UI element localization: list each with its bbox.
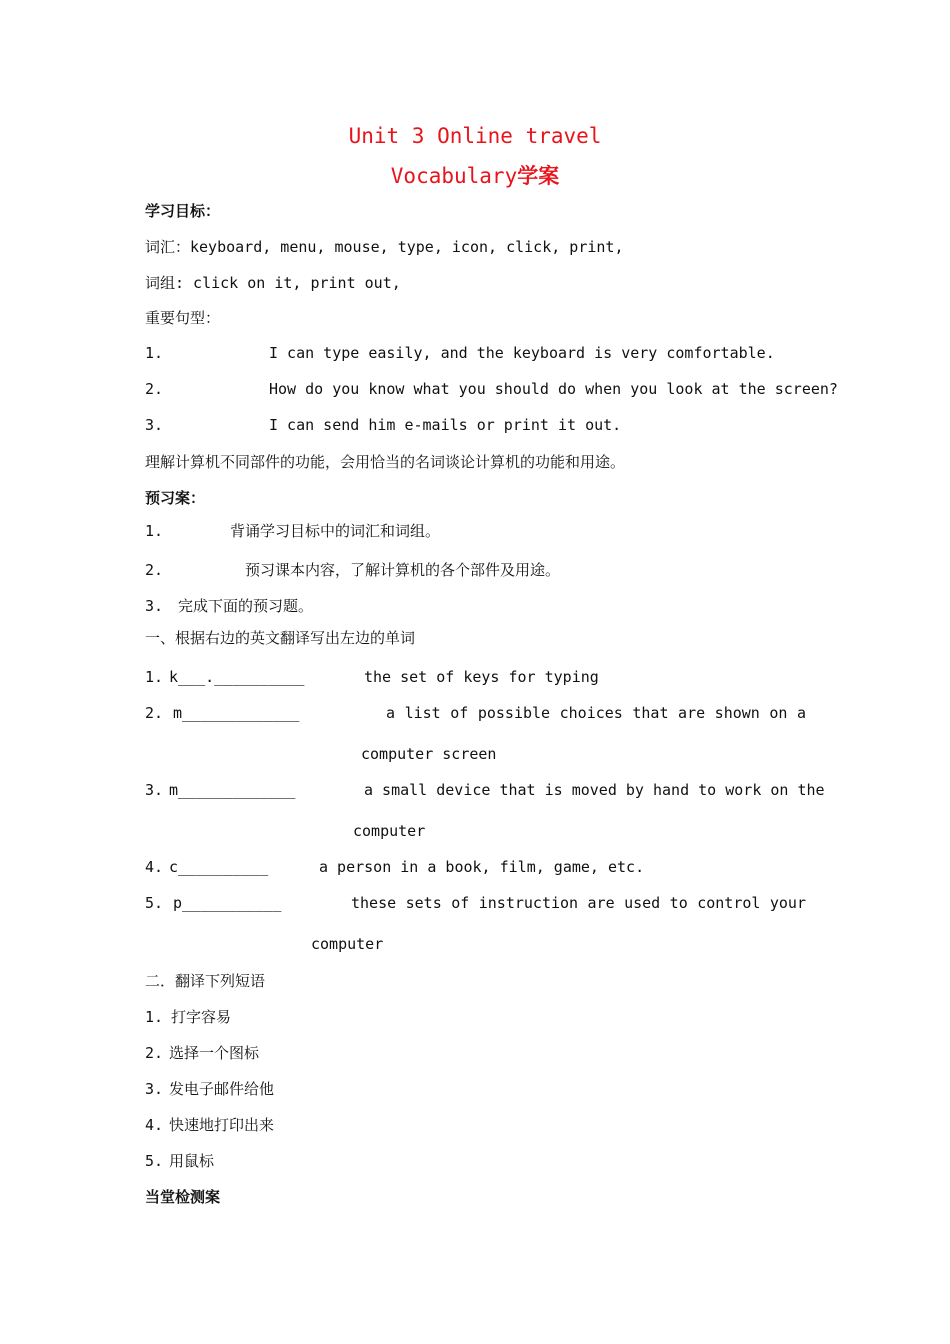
subtitle-chinese: 学案 <box>517 164 560 188</box>
sentence-item <box>145 380 838 398</box>
sentence-number: 2. <box>145 380 164 398</box>
phrase-item <box>145 1114 274 1135</box>
word-definition: a list of possible choices that are shown on a <box>386 704 806 722</box>
unit-subtitle <box>0 160 950 190</box>
word-number: 5. <box>145 894 164 912</box>
word-definition: these sets of instruction are used to control your <box>351 894 806 912</box>
preview-item <box>145 559 560 580</box>
understand-line: 理解计算机不同部件的功能，会用恰当的名词谈论计算机的功能和用途。 <box>145 453 626 471</box>
part2-heading: 二．翻译下列短语 <box>145 972 266 990</box>
sentence-text: I can type easily, and the keyboard is very comfortable. <box>269 344 775 362</box>
word-definition-cont: computer screen <box>361 745 497 763</box>
phrase-item <box>145 1078 274 1099</box>
word-blank: m_____________ <box>169 781 296 799</box>
subtitle-english: Vocabulary <box>390 164 518 188</box>
phrases-line: 词组: click on it, print out, <box>145 274 401 292</box>
preview-number: 1. <box>145 522 164 540</box>
word-definition-cont: computer <box>311 935 384 953</box>
word-definition: the set of keys for typing <box>364 668 599 686</box>
preview-text: 预习课本内容，了解计算机的各个部件及用途。 <box>245 561 561 579</box>
word-definition: a person in a book, film, game, etc. <box>319 858 645 876</box>
sentences-heading: 重要句型： <box>145 309 221 327</box>
phrase-text: 选择一个图标 <box>169 1044 260 1062</box>
word-number: 2. <box>145 704 164 722</box>
phrase-item <box>145 1042 259 1063</box>
phrase-number: 5. <box>145 1152 164 1170</box>
goals-heading: 学习目标： <box>145 202 221 220</box>
phrase-text: 用鼠标 <box>169 1152 215 1170</box>
word-item <box>145 858 268 876</box>
word-definition: a small device that is moved by hand to work on the <box>364 781 825 799</box>
phrase-text: 打字容易 <box>171 1008 232 1026</box>
sentence-number: 1. <box>145 344 164 362</box>
phrase-text: 发电子邮件给他 <box>169 1080 275 1098</box>
word-item <box>145 704 299 722</box>
word-item <box>145 668 304 686</box>
phrase-number: 1. <box>145 1008 164 1026</box>
word-blank: m_____________ <box>173 704 300 722</box>
part1-heading: 一、根据右边的英文翻译写出左边的单词 <box>145 629 416 647</box>
preview-number: 2. <box>145 561 164 579</box>
preview-text: 完成下面的预习题。 <box>178 597 314 615</box>
phrase-number: 3. <box>145 1080 164 1098</box>
word-number: 1. <box>145 668 164 686</box>
word-definition-cont: computer <box>353 822 426 840</box>
preview-heading: 预习案： <box>145 489 206 507</box>
sentence-number: 3. <box>145 416 164 434</box>
vocab-line: 词汇：keyboard, menu, mouse, type, icon, click, print, <box>145 238 624 256</box>
phrase-item <box>145 1150 214 1171</box>
word-blank: p___________ <box>173 894 282 912</box>
word-number: 4. <box>145 858 164 876</box>
word-item <box>145 781 295 799</box>
word-blank: c__________ <box>169 858 269 876</box>
sentence-item <box>145 416 621 434</box>
sentence-text: How do you know what you should do when you look at the screen? <box>269 380 838 398</box>
word-item <box>145 894 281 912</box>
preview-number: 3. <box>145 597 164 615</box>
phrase-text: 快速地打印出来 <box>169 1116 275 1134</box>
phrase-item <box>145 1006 231 1027</box>
test-heading: 当堂检测案 <box>145 1188 221 1206</box>
word-blank: k___.__________ <box>169 668 305 686</box>
phrase-number: 4. <box>145 1116 164 1134</box>
word-number: 3. <box>145 781 164 799</box>
sentence-item <box>145 344 775 362</box>
preview-item <box>145 595 313 616</box>
unit-title: Unit 3 Online travel <box>348 124 602 148</box>
sentence-text: I can send him e-mails or print it out. <box>269 416 622 434</box>
preview-text: 背诵学习目标中的词汇和词组。 <box>230 522 441 540</box>
preview-item <box>145 520 440 541</box>
phrase-number: 2. <box>145 1044 164 1062</box>
